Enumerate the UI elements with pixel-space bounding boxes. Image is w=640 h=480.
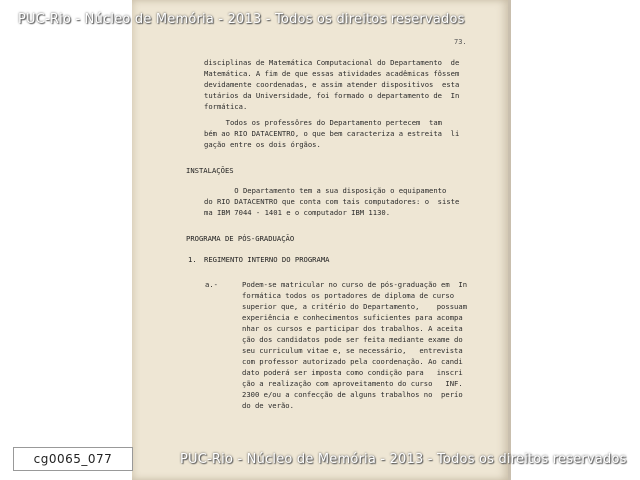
- item-a-line: ção dos candidatos pode ser feita mediante exame do: [242, 335, 463, 344]
- paragraph-1-line: tutários da Universidade, foi formado o departamento de In: [204, 91, 460, 100]
- section-heading-installations: INSTALAÇÕES: [186, 166, 234, 175]
- paragraph-1-line: devidamente coordenadas, e assim atender dispositivos esta: [204, 80, 460, 89]
- paragraph-1-line: Matemática. A fim de que essas atividades acadêmicas fôssem: [204, 69, 460, 78]
- item-a-line: seu curriculum vitae e, se necessário, entrevista: [242, 346, 463, 355]
- item-label-a: a.-: [205, 280, 218, 289]
- paragraph-2-line: gação entre os dois órgãos.: [204, 140, 321, 149]
- subheading-number: 1.: [188, 255, 197, 264]
- installations-line: do RIO DATACENTRO que conta com tais computadores: o siste: [204, 197, 460, 206]
- paragraph-2-line: bém ao RIO DATACENTRO, o que bem caracteriza a estreita li: [204, 129, 460, 138]
- item-a-line: Podem-se matricular no curso de pós-graduação em In: [242, 280, 468, 289]
- item-a-line: superior que, a critério do Departamento, possuam: [242, 302, 468, 311]
- paragraph-1-line: disciplinas de Matemática Computacional do Departamento de: [204, 58, 460, 67]
- item-a-line: dato poderá ser imposta como condição para inscri: [242, 368, 463, 377]
- item-a-line: nhar os cursos e participar dos trabalhos. A aceita: [242, 324, 463, 333]
- item-a-line: do de verão.: [242, 401, 294, 410]
- installations-line: O Departamento tem a sua disposição o equipamento: [204, 186, 447, 195]
- item-a-line: formática todos os portadores de diploma de curso: [242, 291, 455, 300]
- item-a-line: experiência e conhecimentos suficientes para acompa: [242, 313, 463, 322]
- watermark-bottom: PUC-Rio - Núcleo de Memória - 2013 - Todos os direitos reservados: [180, 452, 627, 467]
- paragraph-1-line: formática.: [204, 102, 248, 111]
- watermark-top: PUC-Rio - Núcleo de Memória - 2013 - Todos os direitos reservados: [18, 12, 465, 27]
- item-a-line: ção a realização com aproveitamento do curso INF.: [242, 379, 463, 388]
- page-edge: [508, 0, 511, 480]
- page-number: 73.: [454, 38, 467, 46]
- image-id-label: cg0065_077: [13, 447, 133, 471]
- section-heading-program: PROGRAMA DE PÓS-GRADUAÇÃO: [186, 234, 295, 243]
- subheading-regiment: REGIMENTO INTERNO DO PROGRAMA: [204, 255, 330, 264]
- paragraph-2-line: Todos os professôres do Departamento pertecem tam: [204, 118, 442, 127]
- installations-line: ma IBM 7044 - 1401 e o computador IBM 1130.: [204, 208, 391, 217]
- item-a-line: com professor autorizado pela coordenação. Ao candi: [242, 357, 463, 366]
- item-a-line: 2300 e/ou a confecção de alguns trabalhos no perío: [242, 390, 463, 399]
